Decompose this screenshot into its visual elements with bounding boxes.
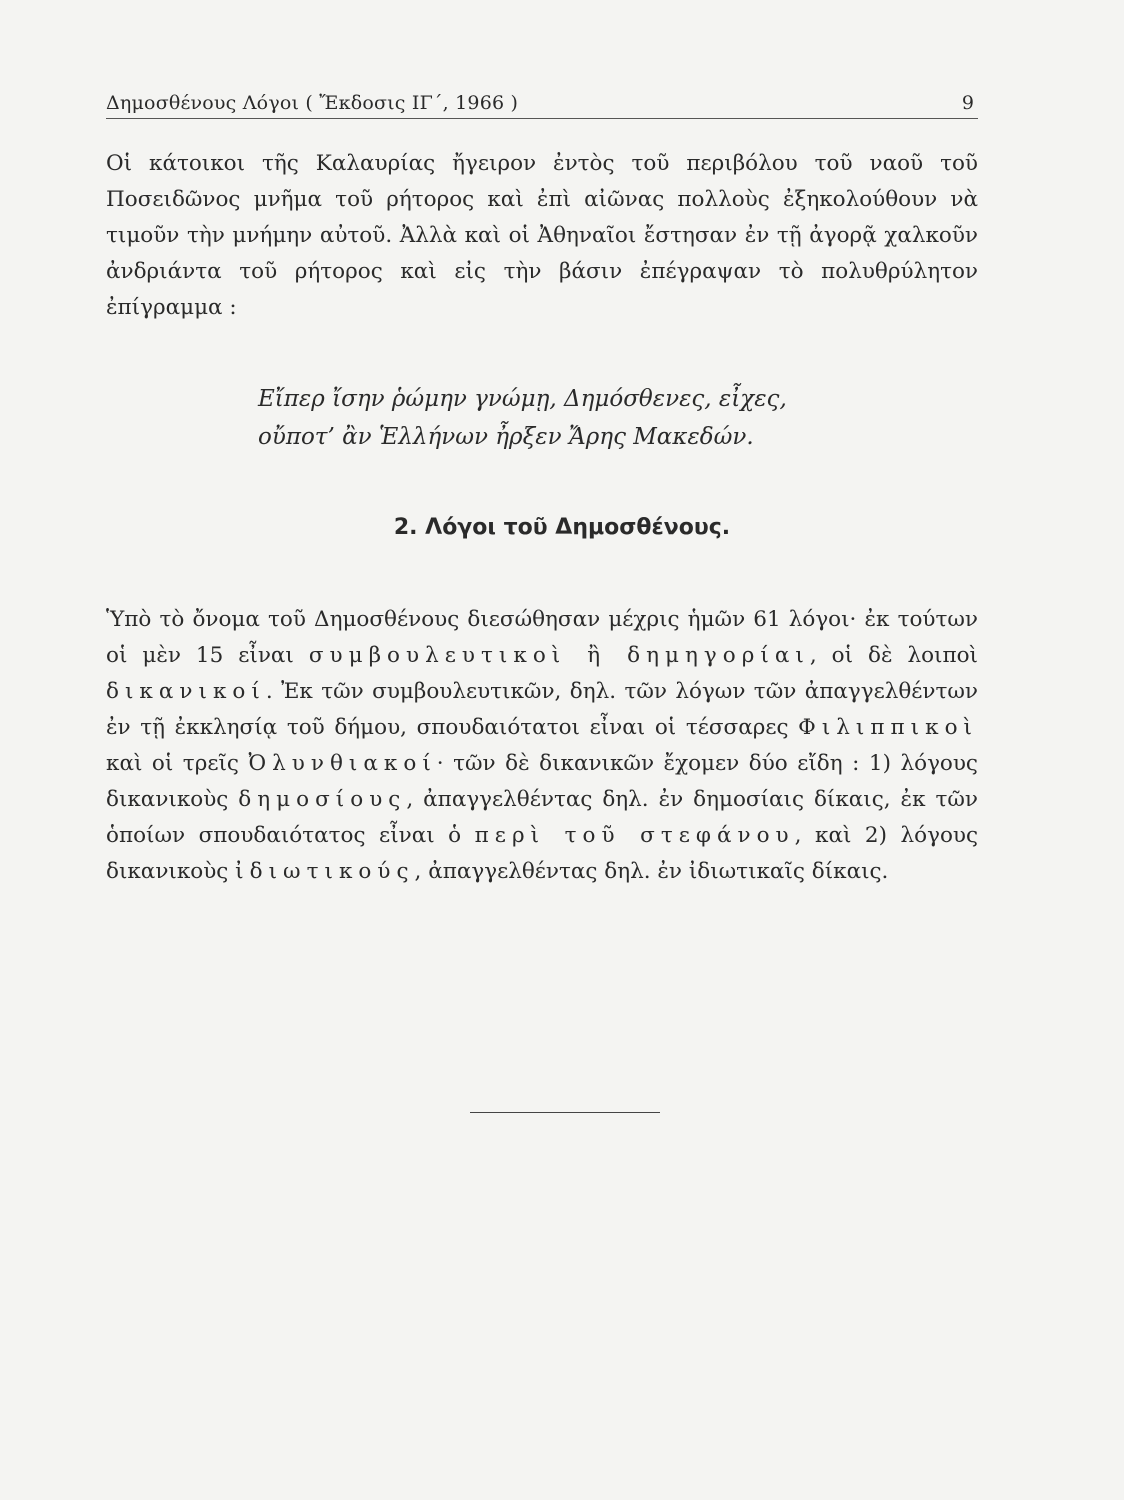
text-run: , οἱ δὲ λοιποὶ xyxy=(809,643,978,668)
paragraph-speeches xyxy=(106,602,978,890)
section-heading: 2. Λόγοι τοῦ Δημοσθένους. xyxy=(393,515,731,540)
header-title: Δημοσθένους Λόγοι ( Ἔκδοσις ΙΓ΄, 1966 ) xyxy=(106,92,519,114)
epigram-line-1: Εἴπερ ἴσην ῥώμην γνώμῃ, Δημόσθενες, εἶχες, xyxy=(258,386,787,412)
text-run: , ἀπαγγελθέντας δηλ. ἐν δημοσίαις δίκαις, ἐκ τῶν ὁποίων σπουδαιότατος εἶναι ὁ xyxy=(106,787,978,848)
epigram xyxy=(258,380,958,456)
spaced-term-peri-stefanou: περὶ τοῦ στεφάνου xyxy=(474,823,795,848)
spaced-term-olynthiakoi: Ὀλυνθιακοί xyxy=(248,751,437,776)
spaced-term-idiotikous: ἰδιωτικούς xyxy=(235,859,415,884)
epigram-line-2: οὔποτ’ ἂν Ἑλλήνων ἦρξεν Ἄρης Μακεδών. xyxy=(258,424,754,450)
spaced-term-philippikoi: Φιλιππικοὶ xyxy=(798,715,978,740)
spaced-term-symbouleutikoi: συμβουλευτικοὶ ἢ δημηγορίαι xyxy=(308,643,810,668)
spaced-term-dimosious: δημοσίους xyxy=(238,787,407,812)
text-run: , ἀπαγγελθέντας δηλ. ἐν ἰδιωτικαῖς δίκαις. xyxy=(414,859,889,884)
text-run: Ὑπὸ τὸ ὄνομα τοῦ Δημοσθένους διεσώθησαν μέχρις ἡμῶν 61 λόγοι· ἐκ τούτων οἱ μὲν 15 εἶναι xyxy=(106,607,978,668)
end-rule xyxy=(470,1112,660,1113)
spaced-term-dikanikoi: δικανικοί xyxy=(106,679,266,704)
text-run: · τῶν δὲ δικανικῶν ἔχομεν δύο εἴδη : 1) λόγους δικανικοὺς xyxy=(106,751,978,812)
text-run: καὶ οἱ τρεῖς xyxy=(106,751,249,776)
text-run: , καὶ 2) λόγους δικανικοὺς xyxy=(106,823,979,884)
paragraph-kalauria: Οἱ κάτοικοι τῆς Καλαυρίας ἤγειρον ἐντὸς τοῦ περιβόλου τοῦ ναοῦ τοῦ Ποσειδῶνος μνῆμα τοῦ ρήτορος καὶ ἐπὶ αἰῶνας πολλοὺς ἐξηκολούθουν νὰ τιμοῦν τὴν μνήμην αὐτοῦ. Ἀλλὰ καὶ οἱ Ἀθηναῖοι ἔστησαν ἐν τῇ ἀγορᾷ χαλκοῦν ἀνδριάντα τοῦ ρήτορος καὶ εἰς τὴν βάσιν ἐπέγραψαν τὸ πολυθρύλητον ἐπίγραμμα : xyxy=(106,151,978,320)
running-header xyxy=(106,86,978,119)
page-number: 9 xyxy=(961,92,974,114)
text-run: . Ἐκ τῶν συμβουλευτικῶν, δηλ. τῶν λόγων τῶν ἀπαγγελθέντων ἐν τῇ ἐκκλησίᾳ τοῦ δήμου, σπουδαιότατοι εἶναι οἱ τέσσαρες xyxy=(106,679,978,740)
